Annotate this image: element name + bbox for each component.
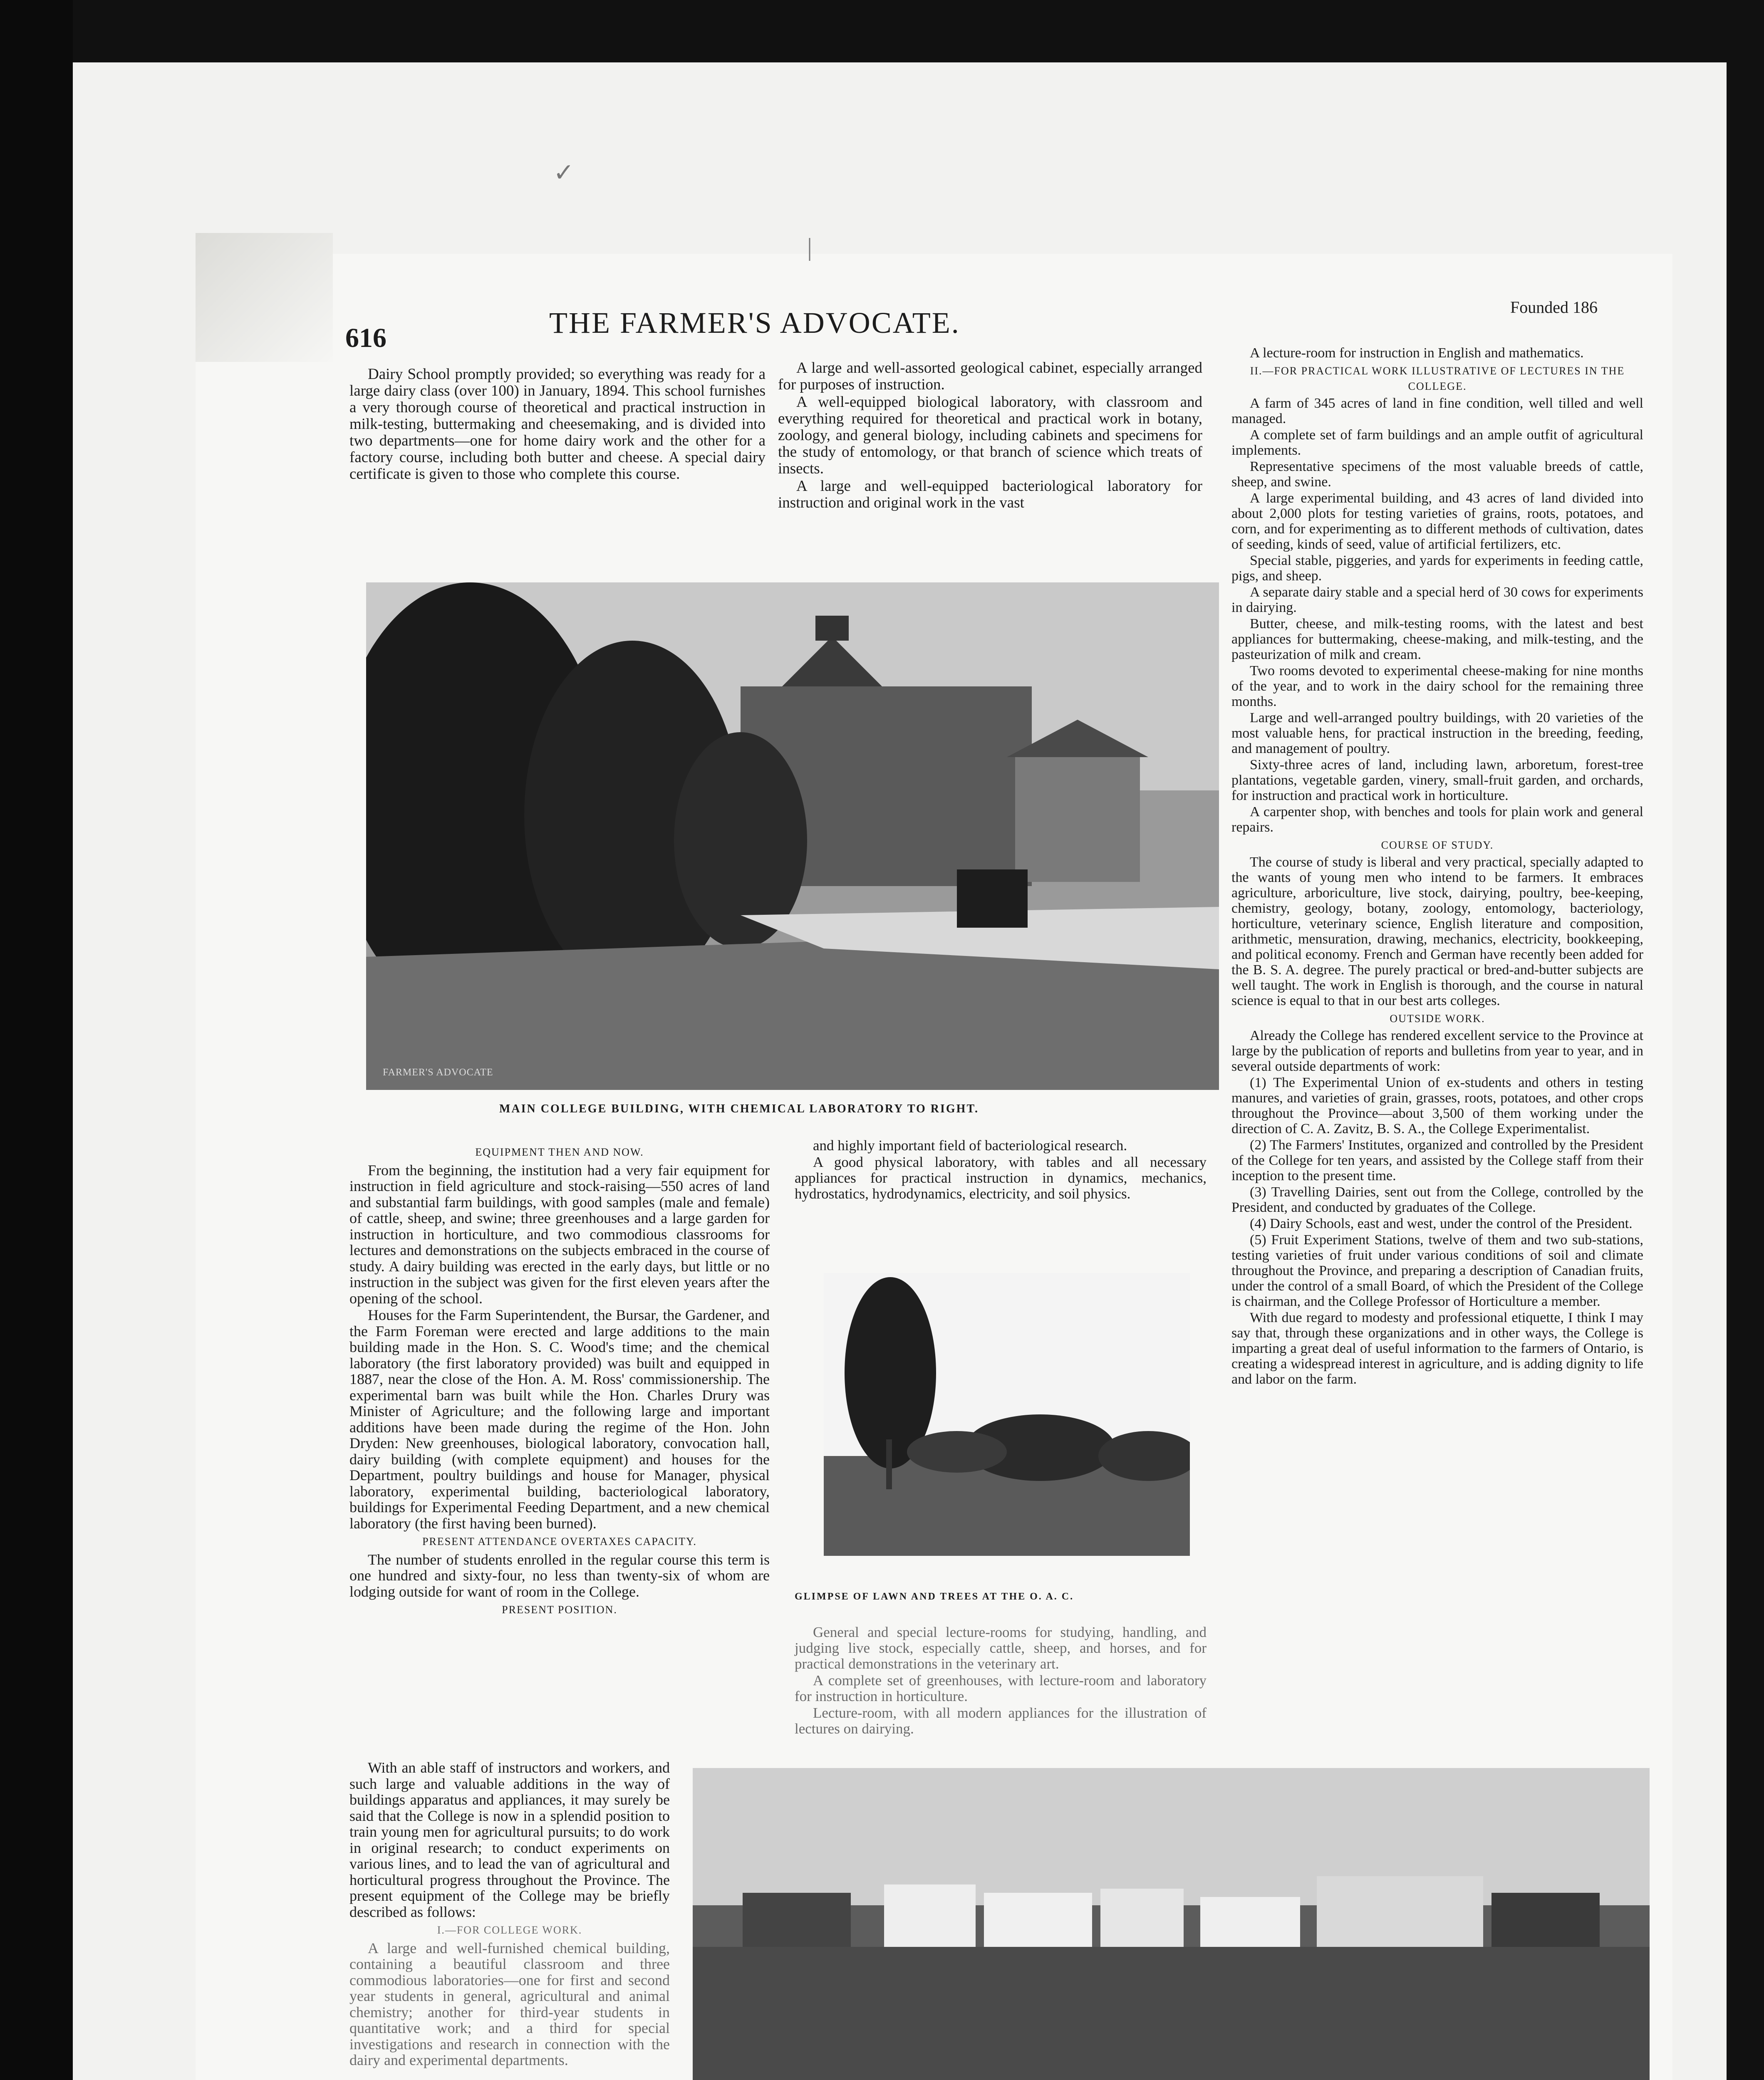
paragraph: A carpenter shop, with benches and tools for plain work and general repairs. [1231, 804, 1643, 835]
section-heading: COURSE OF STUDY. [1381, 839, 1494, 851]
paragraph: (4) Dairy Schools, east and west, under the control of the President. [1250, 1216, 1633, 1231]
paragraph: Lecture-room, with all modern appliances for the illustration of lectures on dairying. [795, 1705, 1207, 1737]
section-heading: I.—FOR COLLEGE WORK. [437, 1924, 582, 1936]
paragraph: A large and well-assorted geological cabinet, especially arranged for purposes of instruction. [778, 359, 1202, 393]
scan-border-top [0, 0, 1764, 62]
paragraph: A complete set of greenhouses, with lecture-room and laboratory for instruction in horticulture. [795, 1672, 1207, 1704]
paragraph: Two rooms devoted to experimental cheese-making for nine months of the year, and to work in the dairy school for the remaining three months. [1231, 663, 1643, 709]
paragraph: A large experimental building, and 43 acres of land divided into about 2,000 plots for testing varieties of grains, roots, potatoes, and corn, and for experimenting as to different methods of cultivation, dates of seeding, kinds of seed, value of artificial fertilizers, etc. [1231, 490, 1643, 552]
photo-main-college-building [366, 582, 1219, 1090]
section-heading: PRESENT POSITION. [502, 1604, 617, 1616]
scan-border-right [1727, 0, 1764, 2080]
scan-mark: ✓ [553, 159, 575, 186]
paragraph: With an able staff of instructors and workers, and such large and valuable additions in the way of buildings apparatus and appliances, it may surely be said that the College is now in a splendid position to train young men for agricultural pursuits; to do work in original research; to conduct experiments on various lines, and to lead the van of agricultural and horticultural progress throughout the Province. The present equipment of the College may be briefly described as follows: [349, 1759, 670, 1920]
scan-mark: | [807, 233, 813, 261]
photo-caption: MAIN COLLEGE BUILDING, WITH CHEMICAL LABORATORY TO RIGHT. [499, 1102, 979, 1115]
paragraph: Houses for the Farm Superintendent, the Bursar, the Gardener, and the Farm Foreman were erected and large additions to the main building made in the Hon. S. C. Wood's time; and the chemical laboratory (the first laboratory provided) was built and equipped in 1887, near the close of the Hon. A. M. Ross' commissionership. The experimental barn was built while the Hon. Charles Drury was Minister of Agriculture; and the following large and important additions have been made during the regime of the Hon. John Dryden: New greenhouses, biological laboratory, convocation hall, dairy building (with complete equipment) and houses for the Department, poultry buildings and house for Manager, physical laboratory, experimental building, bacteriological laboratory, buildings for Experimental Feeding Department, and a new chemical laboratory (the first having been burned). [349, 1307, 770, 1532]
paragraph: Large and well-arranged poultry buildings, with 20 varieties of the most valuable hens, for practical instruction in the breeding, feeding, and management of poultry. [1231, 710, 1643, 756]
paragraph: The course of study is liberal and very practical, specially adapted to the wants of young men who intend to be farmers. It embraces agriculture, arboriculture, live stock, dairying, poultry, bee-keeping, chemistry, geology, botany, zoology, entomology, bacteriology, horticulture, veterinary science, English literature and composition, arithmetic, mensuration, drawing, mechanics, electricity, bookkeeping, and political economy. French and German have recently been added for the B. S. A. degree. The purely practical or bred-and-butter subjects are well taught. The work in English is thorough, and the course in natural science is equal to that in our best arts colleges. [1231, 854, 1643, 1008]
paragraph: General and special lecture-rooms for studying, handling, and judging live stock, especially cattle, sheep, and horses, and for practical demonstrations in the veterinary art. [795, 1624, 1207, 1672]
paragraph: (3) Travelling Dairies, sent out from the College, controlled by the President, and conducted by graduates of the College. [1231, 1184, 1643, 1215]
paragraph: (5) Fruit Experiment Stations, twelve of them and two sub-stations, testing varieties of fruit under various conditions of soil and climate throughout the Province, and preparing a description of Canadian fruits, under the control of a small Board, of which the President of the College is chairman, and the College Professor of Horticulture a member. [1231, 1232, 1643, 1309]
column-2-top [778, 360, 1202, 512]
section-heading: OUTSIDE WORK. [1390, 1013, 1485, 1025]
page-number: 616 [345, 323, 386, 353]
founded-note: Founded 186 [1510, 298, 1598, 317]
paragraph: Already the College has rendered excellent service to the Province at large by the publication of reports and bulletins from year to year, and in several outside departments of work: [1231, 1028, 1643, 1074]
photo-general-view [693, 1768, 1650, 2080]
paragraph: Special stable, piggeries, and yards for experiments in feeding cattle, pigs, and sheep. [1231, 553, 1643, 584]
paragraph: With due regard to modesty and professional etiquette, I think I may say that, through these organizations and in other ways, the College is imparting a great deal of useful information to the farmers of Ontario, is creating a widespread interest in agriculture, and is adding dignity to life and labor on the farm. [1231, 1310, 1643, 1387]
column-1-top [349, 366, 766, 483]
column-1-mid [349, 1142, 770, 1620]
paragraph: and highly important field of bacteriological research. [813, 1137, 1127, 1154]
lawn-illustration [824, 1273, 1190, 1556]
paragraph: Representative specimens of the most valuable breeds of cattle, sheep, and swine. [1231, 459, 1643, 490]
scan-border-left [0, 0, 73, 2080]
section-heading: II.—FOR PRACTICAL WORK ILLUSTRATIVE OF LECTURES IN THE COLLEGE. [1250, 365, 1625, 392]
paragraph: A farm of 345 acres of land in fine condition, well tilled and well managed. [1231, 396, 1643, 426]
photo-credit: FARMER'S ADVOCATE [383, 1067, 493, 1078]
folded-corner [196, 233, 333, 362]
paragraph: A large and well-furnished chemical building, containing a beautiful classroom and three commodious laboratories—one for first and second year students in general, agricultural and animal chemistry; another for third-year students in quantitative work; and a third for special investigations and research in connection with the dairy and experimental departments. [349, 1939, 670, 2068]
paragraph: (2) The Farmers' Institutes, organized and controlled by the President of the College for ten years, and assisted by the College staff from their inception to the present time. [1231, 1137, 1643, 1184]
paragraph: A large and well-equipped bacteriological laboratory for instruction and original work in the vast [778, 478, 1202, 511]
paragraph: Sixty-three acres of land, including lawn, arboretum, forest-tree plantations, vegetable garden, vinery, small-fruit garden, and orchards, for instruction and practical work in horticulture. [1231, 757, 1643, 803]
column-2-mid [795, 1138, 1207, 1203]
farm-buildings-illustration [693, 1768, 1650, 2080]
masthead-title: THE FARMER'S ADVOCATE. [549, 306, 960, 339]
paragraph: From the beginning, the institution had a very fair equipment for instruction in field agriculture and stock-raising—550 acres of land and substantial farm buildings, with good samples (male and female) of cattle, sheep, and swine; three greenhouses and a large garden for instruction in horticulture, and two commodious classrooms for lectures and demonstrations on the subjects embraced in the course of study. A dairy building was erected in the early days, but little or no instruction in the subject was given for the first eleven years after the opening of the school. [349, 1161, 770, 1307]
paragraph: Butter, cheese, and milk-testing rooms, with the latest and best appliances for buttermaking, cheese-making, and milk-testing, and the pasteurization of milk and cream. [1231, 616, 1643, 662]
paragraph: A separate dairy stable and a special herd of 30 cows for experiments in dairying. [1231, 584, 1643, 615]
column-1-lower [349, 1760, 670, 2069]
photo-caption: GLIMPSE OF LAWN AND TREES AT THE O. A. C. [795, 1591, 1074, 1602]
paragraph: Dairy School promptly provided; so everything was ready for a large dairy class (over 100) in January, 1894. This school furnishes a very thorough course of theoretical and practical instruction in milk-testing, buttermaking and cheesemaking, and is divided into two departments—one for home dairy work and the other for a factory course, including both butter and cheese. A special dairy certificate is given to those who complete this course. [349, 366, 766, 483]
paragraph: A well-equipped biological laboratory, with classroom and everything required for theoretical and practical work in botany, zoology, and general biology, including cabinets and specimens for the study of entomology, or that branch of science which treats of insects. [778, 394, 1202, 477]
paragraph: A good physical laboratory, with tables and all necessary appliances for practical instruction in dynamics, mechanics, hydrostatics, hydrodynamics, electricity, and soil physics. [795, 1154, 1207, 1202]
paragraph: A complete set of farm buildings and an ample outfit of agricultural implements. [1231, 427, 1643, 458]
column-3 [1231, 345, 1643, 1388]
section-heading: PRESENT ATTENDANCE OVERTAXES CAPACITY. [422, 1535, 697, 1548]
column-2-lower [795, 1624, 1207, 1738]
building-illustration [366, 582, 1219, 1090]
section-heading: EQUIPMENT THEN AND NOW. [475, 1146, 644, 1158]
paragraph: (1) The Experimental Union of ex-students and others in testing manures, and varieties of grain, grasses, roots, potatoes, and other crops throughout the Province—about 3,500 of them working under the direction of C. A. Zavitz, B. S. A., the College Experimentalist. [1231, 1075, 1643, 1137]
paragraph: A lecture-room for instruction in English and mathematics. [1250, 345, 1584, 361]
paragraph: The number of students enrolled in the regular course this term is one hundred and sixty-four, no less than twenty-six of whom are lodging outside for want of room in the College. [349, 1551, 770, 1600]
photo-lawn-and-trees [824, 1273, 1190, 1556]
